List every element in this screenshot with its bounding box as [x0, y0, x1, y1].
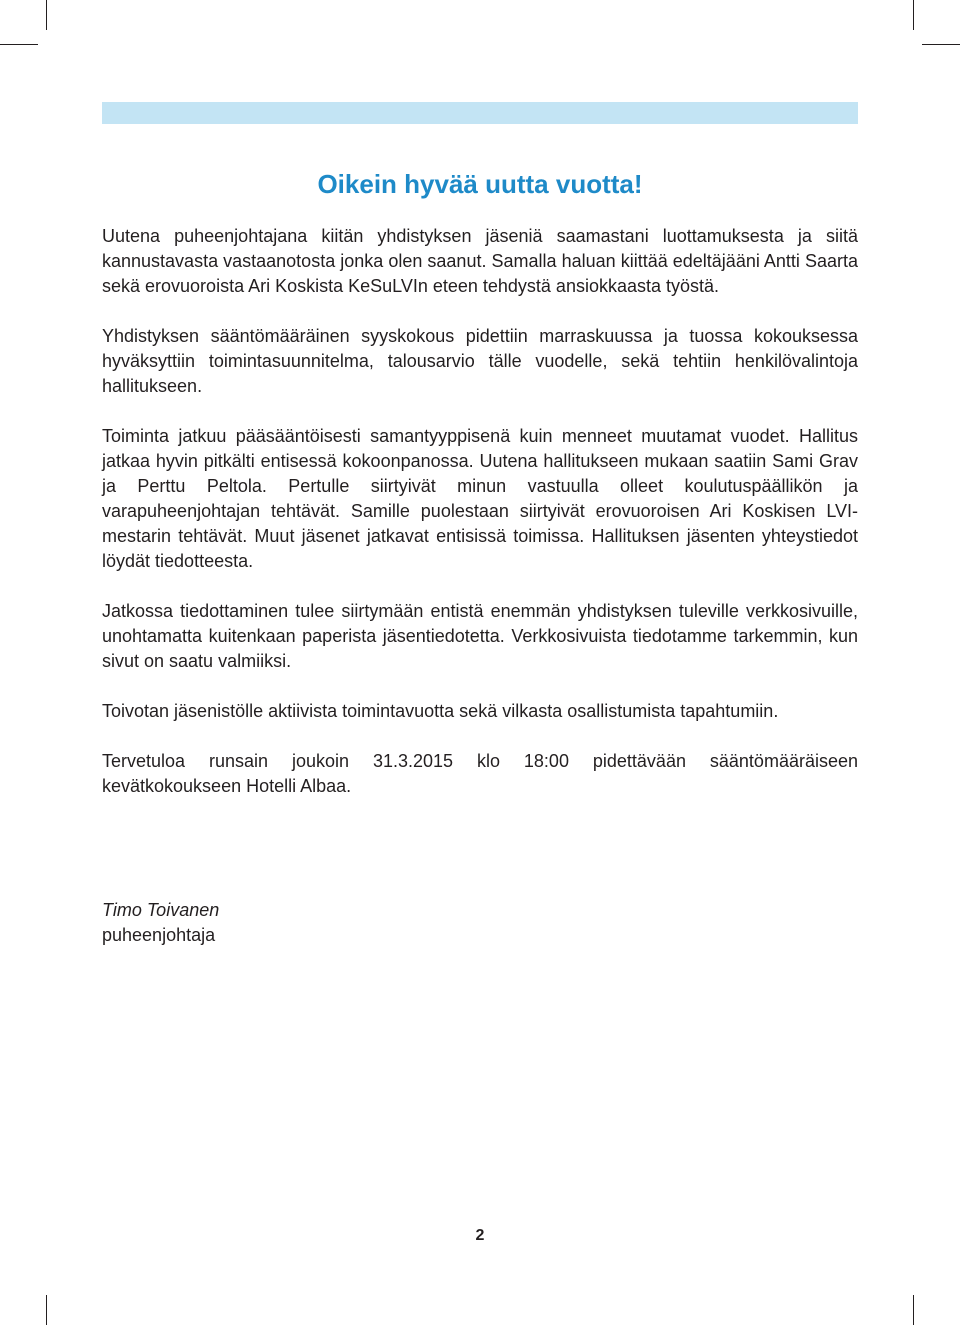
header-band [102, 102, 858, 124]
paragraph-autumn-meeting: Yhdistyksen sääntömääräinen syyskokous pidettiin marraskuussa ja tuossa kokouksessa hyväksyttiin toimintasuunnitelma, talousarvio tälle vuodelle, sekä tehtiin henkilövalintoja hallitukseen. [102, 326, 858, 396]
paragraph-thanks: Uutena puheenjohtajana kiitän yhdistyksen jäseniä saamastani luottamuksesta ja siitä kannustavasta vastaanotosta jonka olen saanut. Samalla haluan kiittää edeltäjääni Antti Saarta sekä erovuoroista Ari Koskista KeSuLVIn eteen tehdystä ansiokkaasta työstä. [102, 226, 858, 296]
crop-mark [913, 0, 914, 30]
paragraph-wishes: Toivotan jäsenistölle aktiivista toimintavuotta sekä vilkasta osallistumista tapahtumiin. [102, 701, 779, 721]
crop-mark [46, 0, 47, 30]
letter-body [102, 224, 858, 824]
crop-mark [913, 1295, 914, 1325]
page-title: Oikein hyvää uutta vuotta! [317, 169, 643, 199]
paragraph-board: Toiminta jatkuu pääsääntöisesti samantyyppisenä kuin menneet muutamat vuodet. Hallitus jatkaa hyvin pitkälti entisessä kokoonpanossa. Uutena hallitukseen mukaan saatiin Sami Grav ja Perttu Peltola. Pertulle siirtyivät minun vastuulla olleet koulutuspäällikön ja varapuheenjohtajan tehtävät. Samille puolestaan siirtyivät erovuoroisen Ari Koskisen LVI-mestarin tehtävät. Muut jäsenet jatkavat entisissä toimissa. Hallituksen jäsenten yhteystiedot löydät tiedotteesta. [102, 426, 858, 571]
signature-role: puheenjohtaja [102, 925, 216, 945]
crop-mark [922, 44, 960, 45]
paragraph-website: Jatkossa tiedottaminen tulee siirtymään entistä enemmän yhdistyksen tuleville verkkosivuille, unohtamatta kuitenkaan paperista jäsentiedotetta. Verkkosivuista tiedotamme tarkemmin, kun sivut on saatu valmiiksi. [102, 601, 858, 671]
signature-block [102, 898, 219, 948]
crop-mark [46, 1295, 47, 1325]
crop-mark [0, 44, 38, 45]
paragraph-spring-meeting: Tervetuloa runsain joukoin 31.3.2015 klo 18:00 pidettävään sääntömääräiseen kevätkokoukseen Hotelli Albaa. [102, 751, 858, 796]
page-number: 2 [475, 1227, 485, 1244]
signature-name: Timo Toivanen [102, 900, 220, 920]
